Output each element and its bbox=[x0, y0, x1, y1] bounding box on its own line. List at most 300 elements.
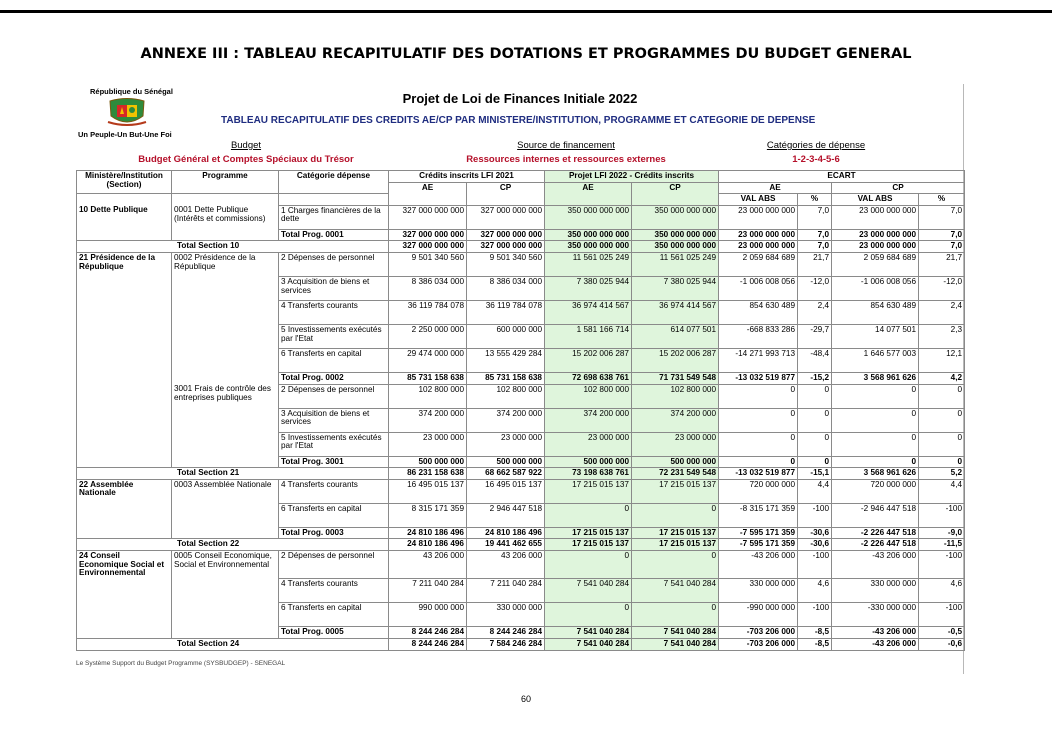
value-cell: 0 bbox=[632, 551, 719, 579]
value-cell: 500 000 000 bbox=[545, 456, 632, 468]
top-rule bbox=[0, 10, 1052, 13]
value-cell: -100 bbox=[919, 603, 965, 627]
total-label: Total Section 22 bbox=[77, 539, 389, 551]
value-cell: -668 833 286 bbox=[719, 325, 798, 349]
categorie-cell: 4 Transferts courants bbox=[279, 479, 389, 503]
value-cell: -703 206 000 bbox=[719, 627, 798, 639]
value-cell: 2 946 447 518 bbox=[467, 503, 545, 527]
value-cell: 7 541 040 284 bbox=[545, 627, 632, 639]
source-label: Source de financement bbox=[517, 140, 615, 151]
value-cell: 7 380 025 944 bbox=[545, 277, 632, 301]
value-cell: 350 000 000 000 bbox=[545, 205, 632, 229]
value-cell: 102 800 000 bbox=[632, 384, 719, 408]
categorie-cell: 5 Investissements exécutés par l'Etat bbox=[279, 325, 389, 349]
total-label: Total Prog. 0005 bbox=[279, 627, 389, 639]
categorie-cell: 3 Acquisition de biens et services bbox=[279, 408, 389, 432]
programme-cell: 0003 Assemblée Nationale bbox=[172, 479, 279, 503]
section-cell bbox=[77, 527, 172, 539]
table-row bbox=[77, 349, 965, 373]
section-cell bbox=[77, 627, 172, 639]
total-label: Total Prog. 0001 bbox=[279, 229, 389, 241]
col-cp-2022: CP bbox=[632, 182, 719, 205]
section-cell bbox=[77, 432, 172, 456]
programme-cell bbox=[172, 432, 279, 456]
value-cell: 7 380 025 944 bbox=[632, 277, 719, 301]
value-cell: 374 200 000 bbox=[389, 408, 467, 432]
value-cell: 3 568 961 626 bbox=[832, 468, 919, 480]
section-total-row bbox=[77, 639, 965, 651]
program-total-row bbox=[77, 456, 965, 468]
value-cell: 0 bbox=[919, 408, 965, 432]
value-cell: -43 206 000 bbox=[832, 627, 919, 639]
value-cell: 0 bbox=[719, 432, 798, 456]
value-cell: 7 541 040 284 bbox=[545, 639, 632, 651]
value-cell: 500 000 000 bbox=[389, 456, 467, 468]
value-cell: -7 595 171 359 bbox=[719, 527, 798, 539]
value-cell: -2 946 447 518 bbox=[832, 503, 919, 527]
section-total-row bbox=[77, 468, 965, 480]
value-cell: 24 810 186 496 bbox=[389, 527, 467, 539]
value-cell: 23 000 000 000 bbox=[832, 205, 919, 229]
categories-label: Catégories de dépense bbox=[766, 140, 866, 151]
value-cell: 9 501 340 560 bbox=[389, 253, 467, 277]
value-cell: 7 584 246 284 bbox=[467, 639, 545, 651]
section-cell bbox=[77, 456, 172, 468]
republic-name: République du Sénégal bbox=[90, 87, 173, 96]
value-cell: 720 000 000 bbox=[719, 479, 798, 503]
value-cell: 854 630 489 bbox=[832, 301, 919, 325]
value-cell: 0 bbox=[832, 456, 919, 468]
value-cell: 990 000 000 bbox=[389, 603, 467, 627]
value-cell: 7,0 bbox=[798, 241, 832, 253]
categorie-cell: 3 Acquisition de biens et services bbox=[279, 277, 389, 301]
section-cell bbox=[77, 503, 172, 527]
value-cell: 327 000 000 000 bbox=[467, 205, 545, 229]
total-label: Total Section 10 bbox=[77, 241, 389, 253]
value-cell: 11 561 025 249 bbox=[545, 253, 632, 277]
value-cell: 86 231 158 638 bbox=[389, 468, 467, 480]
col-ecart-cp: CP bbox=[832, 182, 965, 194]
value-cell: -12,0 bbox=[798, 277, 832, 301]
value-cell: 8 386 034 000 bbox=[389, 277, 467, 301]
value-cell: 19 441 462 655 bbox=[467, 539, 545, 551]
programme-cell: 0002 Présidence de la République bbox=[172, 253, 279, 277]
categorie-cell: 6 Transferts en capital bbox=[279, 503, 389, 527]
col-ecart-ae-val: VAL ABS bbox=[719, 194, 798, 206]
col-ecart: ECART bbox=[719, 171, 965, 183]
table-row bbox=[77, 253, 965, 277]
value-cell: 85 731 158 638 bbox=[389, 373, 467, 385]
categorie-cell: 4 Transferts courants bbox=[279, 579, 389, 603]
value-cell: -8,5 bbox=[798, 627, 832, 639]
value-cell: 24 810 186 496 bbox=[467, 527, 545, 539]
value-cell: 0 bbox=[919, 456, 965, 468]
value-cell: 0 bbox=[545, 551, 632, 579]
value-cell: 8 244 246 284 bbox=[389, 639, 467, 651]
value-cell: 23 000 000 000 bbox=[719, 229, 798, 241]
value-cell: 102 800 000 bbox=[545, 384, 632, 408]
categories-value: 1-2-3-4-5-6 bbox=[792, 154, 840, 165]
section-cell bbox=[77, 603, 172, 627]
value-cell: 73 198 638 761 bbox=[545, 468, 632, 480]
total-label: Total Section 24 bbox=[77, 639, 389, 651]
col-cp-2021: CP bbox=[467, 182, 545, 205]
value-cell: 330 000 000 bbox=[832, 579, 919, 603]
value-cell: 7 541 040 284 bbox=[545, 579, 632, 603]
section-cell bbox=[77, 373, 172, 385]
value-cell: -15,2 bbox=[798, 373, 832, 385]
section-cell bbox=[77, 325, 172, 349]
value-cell: -13 032 519 877 bbox=[719, 468, 798, 480]
value-cell: 8 315 171 359 bbox=[389, 503, 467, 527]
categorie-cell: 2 Dépenses de personnel bbox=[279, 253, 389, 277]
value-cell: -0,5 bbox=[919, 627, 965, 639]
motto: Un Peuple-Un But-Une Foi bbox=[78, 130, 172, 139]
value-cell: 11 561 025 249 bbox=[632, 253, 719, 277]
col-ae-2021: AE bbox=[389, 182, 467, 205]
document-subtitle: TABLEAU RECAPITULATIF DES CREDITS AE/CP PAR MINISTERE/INSTITUTION, PROGRAMME ET CATEGORIE DE DEPENSE bbox=[221, 115, 816, 126]
value-cell: 720 000 000 bbox=[832, 479, 919, 503]
value-cell: 0 bbox=[632, 503, 719, 527]
value-cell: 3 568 961 626 bbox=[832, 373, 919, 385]
value-cell: 2,3 bbox=[919, 325, 965, 349]
value-cell: -15,1 bbox=[798, 468, 832, 480]
value-cell: 350 000 000 000 bbox=[632, 241, 719, 253]
categorie-cell: 6 Transferts en capital bbox=[279, 349, 389, 373]
programme-cell: 0005 Conseil Economique, Social et Environnemental bbox=[172, 551, 279, 579]
value-cell: 17 215 015 137 bbox=[545, 527, 632, 539]
col-ae-2022: AE bbox=[545, 182, 632, 205]
programme-cell bbox=[172, 349, 279, 373]
value-cell: -29,7 bbox=[798, 325, 832, 349]
value-cell: -100 bbox=[919, 503, 965, 527]
value-cell: -7 595 171 359 bbox=[719, 539, 798, 551]
value-cell: -8,5 bbox=[798, 639, 832, 651]
table-row bbox=[77, 603, 965, 627]
col-ecart-ae-pct: % bbox=[798, 194, 832, 206]
col-ministere: Ministère/Institution (Section) bbox=[77, 171, 172, 194]
programme-cell bbox=[172, 579, 279, 603]
value-cell: 13 555 429 284 bbox=[467, 349, 545, 373]
value-cell: 21,7 bbox=[798, 253, 832, 277]
value-cell: 374 200 000 bbox=[545, 408, 632, 432]
value-cell: 327 000 000 000 bbox=[389, 241, 467, 253]
value-cell: 8 386 034 000 bbox=[467, 277, 545, 301]
value-cell: -11,5 bbox=[919, 539, 965, 551]
value-cell: -100 bbox=[798, 603, 832, 627]
value-cell: 17 215 015 137 bbox=[632, 539, 719, 551]
value-cell: 7 541 040 284 bbox=[632, 579, 719, 603]
programme-cell bbox=[172, 456, 279, 468]
table-row bbox=[77, 301, 965, 325]
table-row bbox=[77, 408, 965, 432]
value-cell: 23 000 000 bbox=[389, 432, 467, 456]
value-cell: 7 211 040 284 bbox=[389, 579, 467, 603]
value-cell: -30,6 bbox=[798, 527, 832, 539]
value-cell: -330 000 000 bbox=[832, 603, 919, 627]
value-cell: 330 000 000 bbox=[719, 579, 798, 603]
table-body bbox=[77, 205, 965, 650]
programme-cell bbox=[172, 325, 279, 349]
col-credits-2021: Crédits inscrits LFI 2021 bbox=[389, 171, 545, 183]
value-cell: -1 006 008 056 bbox=[719, 277, 798, 301]
value-cell: 2 059 684 689 bbox=[832, 253, 919, 277]
value-cell: 500 000 000 bbox=[467, 456, 545, 468]
value-cell: 17 215 015 137 bbox=[545, 539, 632, 551]
value-cell: 0 bbox=[719, 456, 798, 468]
table-row bbox=[77, 277, 965, 301]
value-cell: 17 215 015 137 bbox=[545, 479, 632, 503]
value-cell: 17 215 015 137 bbox=[632, 527, 719, 539]
table-row bbox=[77, 551, 965, 579]
value-cell: -2 226 447 518 bbox=[832, 527, 919, 539]
value-cell: 350 000 000 000 bbox=[545, 229, 632, 241]
value-cell: 0 bbox=[832, 408, 919, 432]
value-cell: 16 495 015 137 bbox=[389, 479, 467, 503]
budget-table bbox=[76, 170, 965, 651]
value-cell: 102 800 000 bbox=[467, 384, 545, 408]
value-cell: 7,0 bbox=[919, 205, 965, 229]
programme-cell bbox=[172, 229, 279, 241]
value-cell: 0 bbox=[545, 503, 632, 527]
table-row bbox=[77, 579, 965, 603]
value-cell: 15 202 006 287 bbox=[632, 349, 719, 373]
value-cell: 4,2 bbox=[919, 373, 965, 385]
value-cell: 23 000 000 000 bbox=[719, 241, 798, 253]
value-cell: -9,0 bbox=[919, 527, 965, 539]
value-cell: -100 bbox=[919, 551, 965, 579]
value-cell: -1 006 008 056 bbox=[832, 277, 919, 301]
budget-value: Budget Général et Comptes Spéciaux du Trésor bbox=[138, 154, 354, 165]
value-cell: -14 271 993 713 bbox=[719, 349, 798, 373]
value-cell: 16 495 015 137 bbox=[467, 479, 545, 503]
col-categorie: Catégorie dépense bbox=[279, 171, 389, 194]
table-row bbox=[77, 384, 965, 408]
programme-cell bbox=[172, 408, 279, 432]
value-cell: 5,2 bbox=[919, 468, 965, 480]
value-cell: 24 810 186 496 bbox=[389, 539, 467, 551]
section-cell bbox=[77, 277, 172, 301]
value-cell: 71 731 549 548 bbox=[632, 373, 719, 385]
categorie-cell: 2 Dépenses de personnel bbox=[279, 551, 389, 579]
section-cell bbox=[77, 408, 172, 432]
section-cell: 21 Présidence de la République bbox=[77, 253, 172, 277]
value-cell: 0 bbox=[719, 408, 798, 432]
value-cell: 23 000 000 000 bbox=[719, 205, 798, 229]
value-cell: -43 206 000 bbox=[832, 551, 919, 579]
value-cell: -43 206 000 bbox=[719, 551, 798, 579]
value-cell: -0,6 bbox=[919, 639, 965, 651]
value-cell: 7 211 040 284 bbox=[467, 579, 545, 603]
value-cell: 4,4 bbox=[919, 479, 965, 503]
programme-cell bbox=[172, 503, 279, 527]
value-cell: -2 226 447 518 bbox=[832, 539, 919, 551]
programme-cell bbox=[172, 373, 279, 385]
budget-label: Budget bbox=[230, 140, 262, 151]
value-cell: 1 646 577 003 bbox=[832, 349, 919, 373]
value-cell: 0 bbox=[919, 432, 965, 456]
categorie-cell: 1 Charges financières de la dette bbox=[279, 205, 389, 229]
value-cell: 68 662 587 922 bbox=[467, 468, 545, 480]
program-total-row bbox=[77, 527, 965, 539]
value-cell: 854 630 489 bbox=[719, 301, 798, 325]
value-cell: -30,6 bbox=[798, 539, 832, 551]
value-cell: 23 000 000 bbox=[545, 432, 632, 456]
value-cell: 600 000 000 bbox=[467, 325, 545, 349]
value-cell: 327 000 000 000 bbox=[389, 229, 467, 241]
programme-cell bbox=[172, 527, 279, 539]
value-cell: 2,4 bbox=[798, 301, 832, 325]
col-projet-2022: Projet LFI 2022 - Crédits inscrits bbox=[545, 171, 719, 183]
value-cell: 7,0 bbox=[919, 241, 965, 253]
total-label: Total Prog. 3001 bbox=[279, 456, 389, 468]
value-cell: 374 200 000 bbox=[467, 408, 545, 432]
value-cell: 15 202 006 287 bbox=[545, 349, 632, 373]
value-cell: 8 244 246 284 bbox=[467, 627, 545, 639]
col-ecart-cp-pct: % bbox=[919, 194, 965, 206]
categorie-cell: 5 Investissements exécutés par l'Etat bbox=[279, 432, 389, 456]
value-cell: 0 bbox=[545, 603, 632, 627]
program-total-row bbox=[77, 373, 965, 385]
value-cell: 2 250 000 000 bbox=[389, 325, 467, 349]
section-cell bbox=[77, 579, 172, 603]
program-total-row bbox=[77, 627, 965, 639]
program-total-row bbox=[77, 229, 965, 241]
value-cell: 0 bbox=[719, 384, 798, 408]
annex-title: ANNEXE III : TABLEAU RECAPITULATIF DES DOTATIONS ET PROGRAMMES DU BUDGET GENERAL bbox=[140, 46, 912, 62]
document-title: Projet de Loi de Finances Initiale 2022 bbox=[402, 91, 638, 106]
value-cell: -100 bbox=[798, 503, 832, 527]
value-cell: 36 974 414 567 bbox=[632, 301, 719, 325]
value-cell: 14 077 501 bbox=[832, 325, 919, 349]
value-cell: 4,6 bbox=[798, 579, 832, 603]
value-cell: -100 bbox=[798, 551, 832, 579]
value-cell: 500 000 000 bbox=[632, 456, 719, 468]
value-cell: 23 000 000 000 bbox=[832, 229, 919, 241]
value-cell: 7 541 040 284 bbox=[632, 639, 719, 651]
value-cell: 4,6 bbox=[919, 579, 965, 603]
value-cell: 0 bbox=[832, 384, 919, 408]
value-cell: 2 059 684 689 bbox=[719, 253, 798, 277]
col-programme: Programme bbox=[172, 171, 279, 194]
value-cell: -48,4 bbox=[798, 349, 832, 373]
value-cell: 0 bbox=[798, 432, 832, 456]
value-cell: 7,0 bbox=[798, 205, 832, 229]
value-cell: 21,7 bbox=[919, 253, 965, 277]
value-cell: 327 000 000 000 bbox=[389, 205, 467, 229]
section-cell: 10 Dette Publique bbox=[77, 205, 172, 229]
table-row bbox=[77, 205, 965, 229]
source-value: Ressources internes et ressources externes bbox=[466, 154, 666, 165]
value-cell: 330 000 000 bbox=[467, 603, 545, 627]
value-cell: 0 bbox=[632, 603, 719, 627]
value-cell: 7 541 040 284 bbox=[632, 627, 719, 639]
categorie-cell: 2 Dépenses de personnel bbox=[279, 384, 389, 408]
value-cell: 7,0 bbox=[919, 229, 965, 241]
value-cell: 0 bbox=[832, 432, 919, 456]
value-cell: 327 000 000 000 bbox=[467, 241, 545, 253]
programme-cell bbox=[172, 603, 279, 627]
section-cell: 24 Conseil Economique Social et Environnemental bbox=[77, 551, 172, 579]
value-cell: -12,0 bbox=[919, 277, 965, 301]
section-cell bbox=[77, 301, 172, 325]
budget-document bbox=[76, 84, 964, 674]
value-cell: 43 206 000 bbox=[467, 551, 545, 579]
table-row bbox=[77, 325, 965, 349]
table-row bbox=[77, 479, 965, 503]
value-cell: 29 474 000 000 bbox=[389, 349, 467, 373]
value-cell: 102 800 000 bbox=[389, 384, 467, 408]
categorie-cell: 4 Transferts courants bbox=[279, 301, 389, 325]
value-cell: 12,1 bbox=[919, 349, 965, 373]
value-cell: 0 bbox=[798, 384, 832, 408]
value-cell: 23 000 000 bbox=[632, 432, 719, 456]
section-cell bbox=[77, 349, 172, 373]
value-cell: 0 bbox=[798, 408, 832, 432]
section-total-row bbox=[77, 241, 965, 253]
value-cell: 0 bbox=[919, 384, 965, 408]
value-cell: 17 215 015 137 bbox=[632, 479, 719, 503]
value-cell: 2,4 bbox=[919, 301, 965, 325]
value-cell: 36 974 414 567 bbox=[545, 301, 632, 325]
value-cell: 72 698 638 761 bbox=[545, 373, 632, 385]
value-cell: 23 000 000 bbox=[467, 432, 545, 456]
table-row bbox=[77, 503, 965, 527]
value-cell: 0 bbox=[798, 456, 832, 468]
value-cell: 374 200 000 bbox=[632, 408, 719, 432]
value-cell: -43 206 000 bbox=[832, 639, 919, 651]
categorie-cell: 6 Transferts en capital bbox=[279, 603, 389, 627]
value-cell: -703 206 000 bbox=[719, 639, 798, 651]
programme-cell: 0001 Dette Publique (Intérêts et commissions) bbox=[172, 205, 279, 229]
value-cell: 72 231 549 548 bbox=[632, 468, 719, 480]
value-cell: 350 000 000 000 bbox=[632, 229, 719, 241]
value-cell: 1 581 166 714 bbox=[545, 325, 632, 349]
value-cell: 350 000 000 000 bbox=[632, 205, 719, 229]
total-label: Total Section 21 bbox=[77, 468, 389, 480]
value-cell: 23 000 000 000 bbox=[832, 241, 919, 253]
programme-cell bbox=[172, 627, 279, 639]
value-cell: 350 000 000 000 bbox=[545, 241, 632, 253]
programme-cell bbox=[172, 277, 279, 301]
section-cell bbox=[77, 229, 172, 241]
section-cell: 22 Assemblée Nationale bbox=[77, 479, 172, 503]
value-cell: 36 119 784 078 bbox=[467, 301, 545, 325]
value-cell: 43 206 000 bbox=[389, 551, 467, 579]
section-cell bbox=[77, 384, 172, 408]
total-label: Total Prog. 0002 bbox=[279, 373, 389, 385]
value-cell: -8 315 171 359 bbox=[719, 503, 798, 527]
value-cell: 9 501 340 560 bbox=[467, 253, 545, 277]
value-cell: 327 000 000 000 bbox=[467, 229, 545, 241]
value-cell: -990 000 000 bbox=[719, 603, 798, 627]
programme-cell bbox=[172, 301, 279, 325]
value-cell: 36 119 784 078 bbox=[389, 301, 467, 325]
value-cell: 85 731 158 638 bbox=[467, 373, 545, 385]
col-ecart-ae: AE bbox=[719, 182, 832, 194]
footer-text: Le Système Support du Budget Programme (SYSBUDGEP) - SENEGAL bbox=[76, 660, 286, 667]
value-cell: -13 032 519 877 bbox=[719, 373, 798, 385]
value-cell: 4,4 bbox=[798, 479, 832, 503]
programme-cell: 3001 Frais de contrôle des entreprises publiques bbox=[172, 384, 279, 408]
section-total-row bbox=[77, 539, 965, 551]
value-cell: 8 244 246 284 bbox=[389, 627, 467, 639]
total-label: Total Prog. 0003 bbox=[279, 527, 389, 539]
col-ecart-cp-val: VAL ABS bbox=[832, 194, 919, 206]
value-cell: 614 077 501 bbox=[632, 325, 719, 349]
table-row bbox=[77, 432, 965, 456]
page-number: 60 bbox=[520, 694, 531, 704]
